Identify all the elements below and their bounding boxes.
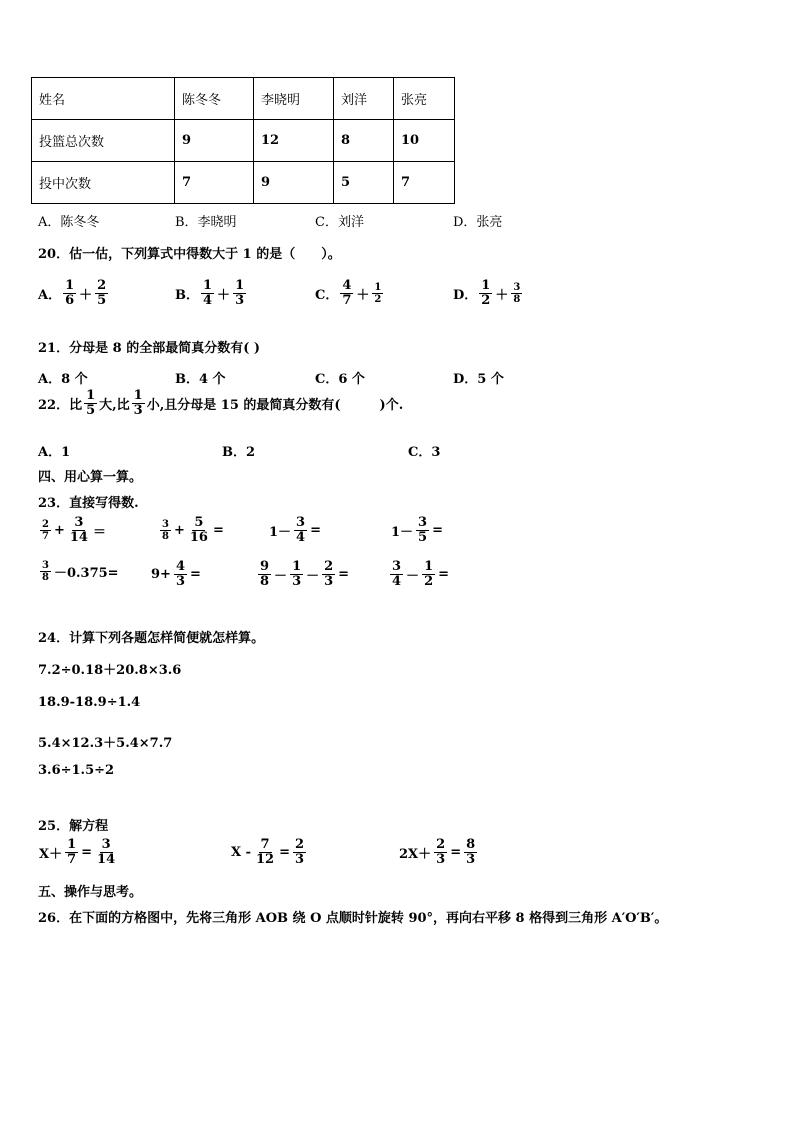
option-label: D． [453, 288, 478, 304]
fraction: $\frac{2}{7}$ [42, 519, 49, 543]
fraction: $\frac{1}{3}$ [292, 559, 302, 590]
q24-item-4: 3.6÷1.5÷2 [38, 763, 115, 778]
table-cell: 9 [254, 162, 334, 204]
q20-stem: 20．估一估，下列算式中得数大于 1 的是（ ）。 [38, 247, 341, 262]
fraction: $\frac{3}{14}$ [69, 515, 88, 546]
q23-item [158, 516, 225, 546]
q25-equation [38, 838, 119, 868]
q23-item [38, 560, 120, 583]
expression-text: = [212, 523, 224, 539]
q23-item [388, 560, 450, 590]
expression-text: = [279, 845, 291, 861]
fraction: $\frac{3}{8}$ [42, 560, 49, 583]
fraction: $\frac{2}{3}$ [436, 837, 446, 868]
table-row [32, 120, 455, 162]
expression-text: = [450, 845, 462, 861]
q23-item [268, 516, 322, 546]
option-label: A． [38, 288, 62, 304]
table-cell: 5 [334, 162, 394, 204]
fraction: $\frac{2}{3}$ [324, 559, 334, 590]
q21-option-b[interactable]: B．4 个 [175, 372, 226, 387]
q23-stem: 23．直接写得数. [38, 496, 139, 511]
fraction: $\frac{4}{7}$ [342, 278, 352, 309]
q21-option-d[interactable]: D．5 个 [453, 372, 504, 387]
plus-sign: ＋ [217, 288, 231, 304]
fraction: $\frac{3}{4}$ [392, 559, 402, 590]
fraction: $\frac{3}{14}$ [97, 837, 116, 868]
table-cell: 7 [175, 162, 254, 204]
table-cell: 10 [394, 120, 455, 162]
q22-option-c[interactable]: C．3 [408, 445, 441, 460]
expression-text: = [338, 567, 350, 583]
expression-text: = [190, 567, 201, 583]
q23-item [390, 516, 444, 546]
table-header-cell: 陈冬冬 [175, 78, 254, 120]
fraction: $\frac{9}{8}$ [260, 559, 270, 590]
q25-stem: 25．解方程 [38, 819, 109, 834]
fraction: $\frac{5}{16}$ [189, 515, 208, 546]
expression-text: － [274, 569, 288, 585]
plus-sign: ＋ [79, 288, 93, 304]
option-label: C． [315, 288, 339, 304]
expression-text: 1－ [391, 525, 414, 541]
fraction: $\frac{3}{8}$ [513, 282, 521, 306]
section-5-heading: 五、操作与思考。 [38, 885, 143, 900]
fraction: $\frac{1}{2}$ [424, 559, 434, 590]
q20-option-a[interactable] [38, 279, 110, 309]
table-cell: 投中次数 [32, 162, 175, 204]
q24-stem: 24．计算下列各题怎样简便就怎样算。 [38, 631, 265, 646]
fraction: $\frac{1}{2}$ [374, 282, 382, 306]
expression-text: － [406, 569, 420, 585]
table-cell: 8 [334, 120, 394, 162]
expression-text: = [432, 523, 443, 539]
q23-item [150, 560, 202, 590]
expression-text: + [53, 523, 65, 539]
q25-equation [230, 838, 308, 868]
q22-mid: 大,比 [99, 398, 130, 414]
expression-text: + [173, 523, 185, 539]
expression-text: 1－ [269, 525, 292, 541]
table-header-cell: 姓名 [32, 78, 175, 120]
expression-text: －0.375= [53, 566, 119, 581]
table-row [32, 162, 455, 204]
q20-option-b[interactable] [175, 279, 248, 309]
q22-prefix: 22．比 [38, 398, 83, 414]
expression-text: = [310, 523, 321, 539]
table-cell: 投篮总次数 [32, 120, 175, 162]
expression-text: X＋ [39, 847, 63, 863]
q21-stem: 21．分母是 8 的全部最简真分数有( ) [38, 341, 261, 356]
fraction: $\frac{2}{3}$ [295, 837, 305, 868]
q23-item [256, 560, 350, 590]
q22-fraction-1: $\frac{1}{5}$ [86, 388, 96, 419]
fraction: $\frac{8}{3}$ [466, 837, 476, 868]
q25-equation [398, 838, 479, 868]
fraction: $\frac{4}{3}$ [175, 559, 185, 590]
expression-text: 9+ [151, 567, 171, 583]
q22-stem [38, 389, 403, 419]
fraction: $\frac{3}{8}$ [162, 519, 169, 543]
option-label: B． [175, 288, 199, 304]
q22-suffix: 小,且分母是 15 的最简真分数有( )个. [146, 398, 404, 414]
q22-fraction-2: $\frac{1}{3}$ [133, 388, 143, 419]
q26-stem: 26．在下面的方格图中，先将三角形 AOB 绕 O 点顺时针旋转 90°，再向右平移 8 格得到三角形 A′O′B′。 [38, 911, 668, 926]
table-cell: 9 [175, 120, 254, 162]
q23-item [38, 516, 107, 546]
fraction: $\frac{1}{6}$ [65, 278, 75, 309]
section-4-heading: 四、用心算一算。 [38, 470, 143, 485]
expression-text: X - [231, 845, 252, 861]
fraction: $\frac{7}{12}$ [256, 837, 275, 868]
score-table [31, 77, 455, 204]
expression-text: ＝ [92, 525, 106, 541]
table-header-cell: 李晓明 [254, 78, 334, 120]
q19-option-b[interactable]: B．李晓明 [175, 215, 237, 230]
q21-option-a[interactable]: A．8 个 [38, 372, 88, 387]
q24-item-1: 7.2÷0.18＋20.8×3.6 [38, 663, 182, 678]
q19-option-d[interactable]: D．张亮 [453, 215, 503, 230]
table-cell: 7 [394, 162, 455, 204]
q22-option-b[interactable]: B．2 [222, 445, 256, 460]
fraction: $\frac{2}{5}$ [97, 278, 107, 309]
q19-option-c[interactable]: C．刘洋 [315, 215, 364, 230]
fraction: $\frac{1}{7}$ [67, 837, 77, 868]
expression-text: = [81, 845, 93, 861]
expression-text: 2X＋ [399, 847, 432, 863]
q24-item-3: 5.4×12.3＋5.4×7.7 [38, 736, 173, 751]
table-header-cell: 刘洋 [334, 78, 394, 120]
table-header-cell: 张亮 [394, 78, 455, 120]
q19-option-a[interactable]: A．陈冬冬 [38, 215, 100, 230]
q20-option-d[interactable] [453, 279, 524, 309]
fraction: $\frac{3}{4}$ [296, 515, 306, 546]
fraction: $\frac{1}{2}$ [481, 278, 491, 309]
q20-option-c[interactable] [315, 279, 385, 309]
expression-text: = [438, 567, 450, 583]
plus-sign: ＋ [495, 288, 509, 304]
fraction: $\frac{1}{4}$ [203, 278, 213, 309]
fraction: $\frac{3}{5}$ [418, 515, 428, 546]
q21-option-c[interactable]: C．6 个 [315, 372, 365, 387]
table-cell: 12 [254, 120, 334, 162]
fraction: $\frac{1}{3}$ [235, 278, 245, 309]
plus-sign: ＋ [356, 288, 370, 304]
table-row [32, 78, 455, 120]
expression-text: － [306, 569, 320, 585]
q24-item-2: 18.9-18.9÷1.4 [38, 695, 141, 710]
q22-option-a[interactable]: A．1 [38, 445, 71, 460]
